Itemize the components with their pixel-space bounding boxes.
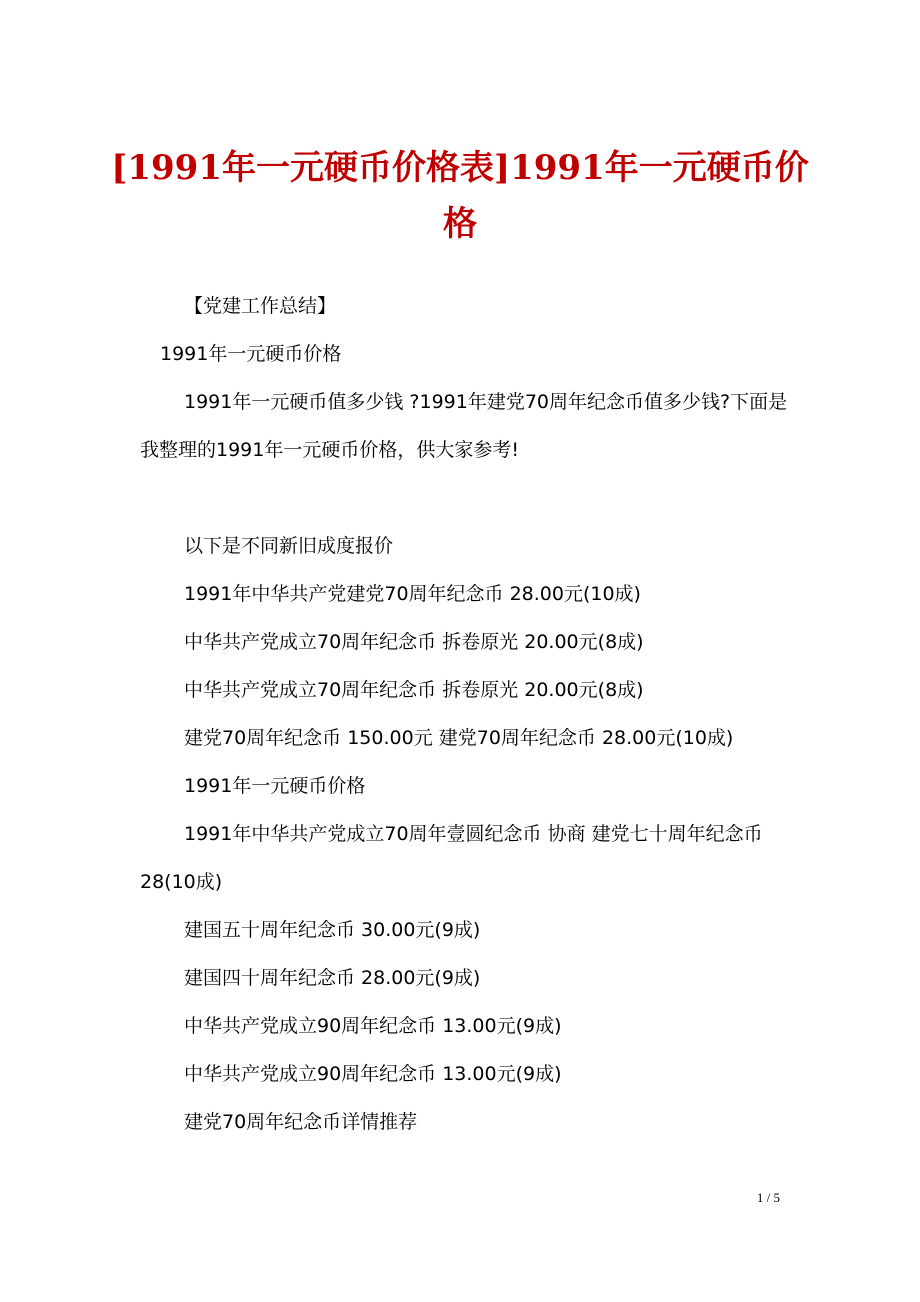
paragraph-category: 【党建工作总结】: [184, 295, 337, 317]
document-body: [140, 282, 800, 1146]
price-line: 中华共产党成立70周年纪念币 拆卷原光 20.00元(8成): [184, 631, 644, 653]
price-line: 1991年中华共产党建党70周年纪念币 28.00元(10成): [184, 583, 641, 605]
price-line: 中华共产党成立90周年纪念币 13.00元(9成): [184, 1063, 562, 1085]
price-line: 建党70周年纪念币 150.00元 建党70周年纪念币 28.00元(10成): [184, 727, 734, 749]
price-line: 中华共产党成立90周年纪念币 13.00元(9成): [184, 1015, 562, 1037]
paragraph-price-heading: 以下是不同新旧成度报价: [184, 535, 394, 557]
price-line: 中华共产党成立70周年纪念币 拆卷原光 20.00元(8成): [184, 679, 644, 701]
paragraph-section-heading: 1991年一元硬币价格: [184, 775, 366, 797]
paragraph-recommend: 建党70周年纪念币详情推荐: [184, 1111, 418, 1133]
paragraph-intro: 1991年一元硬币值多少钱 ?1991年建党70周年纪念币值多少钱?下面是我整理的1991年一元硬币价格，供大家参考!: [140, 391, 788, 461]
price-line: 建国五十周年纪念币 30.00元(9成): [184, 919, 481, 941]
price-line: 1991年中华共产党成立70周年壹圆纪念币 协商 建党七十周年纪念币 28(10成): [140, 823, 763, 893]
paragraph-subtitle: 1991年一元硬币价格: [160, 343, 342, 365]
document-title: [1991年一元硬币价格表]1991年一元硬币价格: [111, 148, 809, 244]
price-line: 建国四十周年纪念币 28.00元(9成): [184, 967, 481, 989]
page-number: 1 / 5: [756, 1190, 780, 1205]
